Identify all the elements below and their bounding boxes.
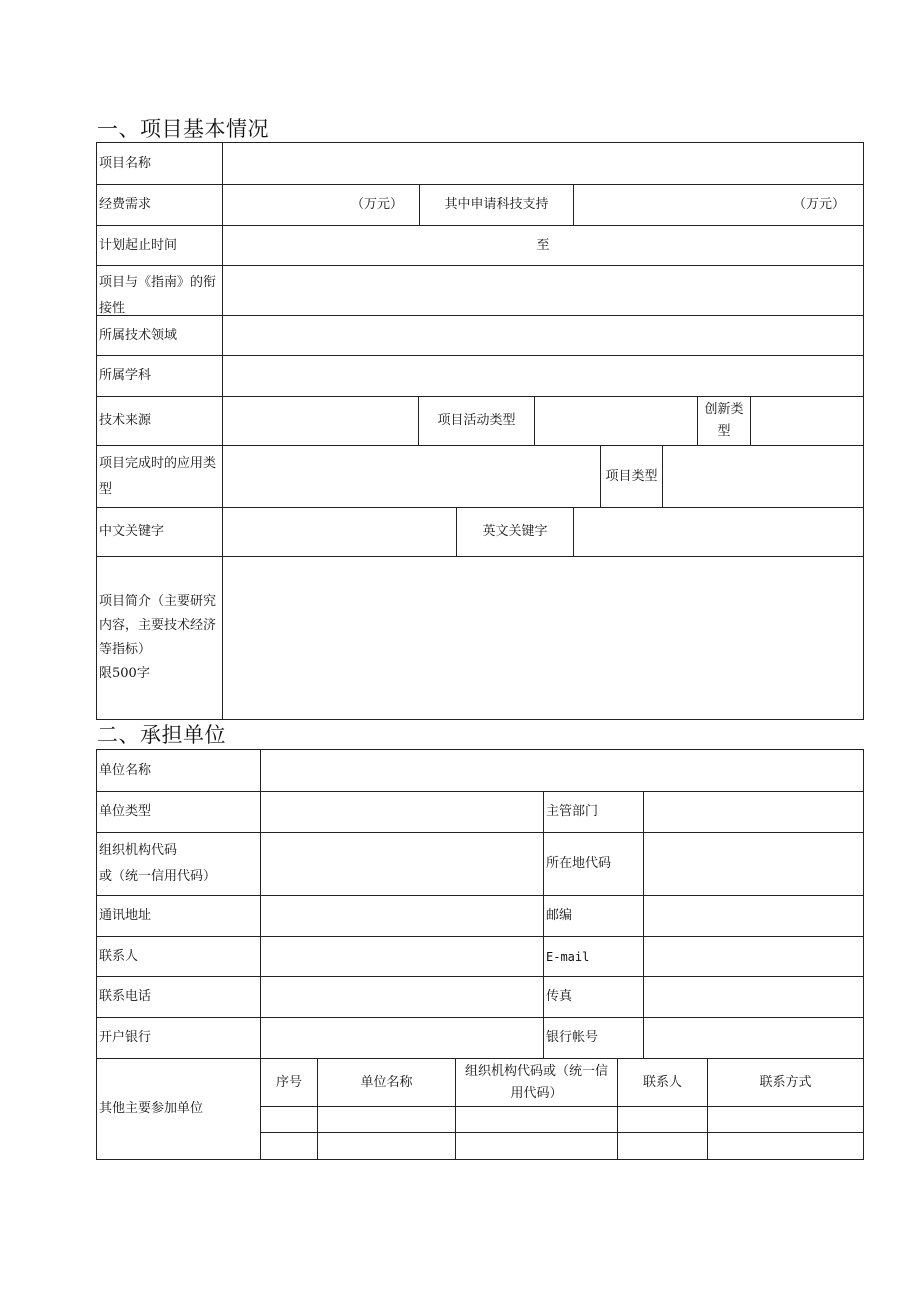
discipline-field[interactable] bbox=[222, 355, 864, 397]
partners-col-name: 单位名称 bbox=[317, 1058, 456, 1107]
guide-link-field[interactable] bbox=[222, 265, 864, 316]
summary-field[interactable] bbox=[222, 556, 864, 720]
activity-type-label: 项目活动类型 bbox=[418, 396, 535, 446]
email-field[interactable] bbox=[643, 936, 864, 977]
address-label: 通讯地址 bbox=[96, 895, 261, 937]
location-code-field[interactable] bbox=[643, 832, 864, 896]
applied-support-label: 其中申请科技支持 bbox=[419, 184, 574, 226]
unit-name-field[interactable] bbox=[260, 749, 864, 792]
section1-heading: 一、项目基本情况 bbox=[97, 117, 269, 141]
schedule-to: 至 bbox=[536, 237, 550, 253]
unit-type-label: 单位类型 bbox=[96, 791, 261, 833]
funding-field[interactable] bbox=[222, 184, 420, 226]
project-type-label: 项目类型 bbox=[600, 445, 663, 508]
org-code-field[interactable] bbox=[260, 832, 544, 896]
partners-col-contact: 联系人 bbox=[617, 1058, 708, 1107]
bank-field[interactable] bbox=[260, 1017, 544, 1059]
partners-row2-method[interactable] bbox=[707, 1132, 864, 1160]
cn-keywords-field[interactable] bbox=[222, 507, 457, 557]
account-field[interactable] bbox=[643, 1017, 864, 1059]
activity-type-field[interactable] bbox=[534, 396, 698, 446]
applied-support-unit: （万元） bbox=[792, 197, 845, 212]
partners-row1-contact[interactable] bbox=[617, 1106, 708, 1133]
summary-label-cell bbox=[96, 556, 223, 720]
section2-heading: 二、承担单位 bbox=[97, 723, 226, 747]
app-type-label: 项目完成时的应用类型 bbox=[96, 445, 223, 508]
partners-row2-code[interactable] bbox=[455, 1132, 618, 1160]
partners-col-code: 组织机构代码或（统一信用代码） bbox=[455, 1058, 618, 1107]
partners-row1-method[interactable] bbox=[707, 1106, 864, 1133]
tech-field-label: 所属技术领域 bbox=[96, 315, 223, 356]
contact-label: 联系人 bbox=[96, 936, 261, 977]
discipline-label: 所属学科 bbox=[96, 355, 223, 397]
unit-type-field[interactable] bbox=[260, 791, 544, 833]
innovation-type-label: 创新类型 bbox=[697, 396, 751, 446]
supervisor-field[interactable] bbox=[643, 791, 864, 833]
tech-source-field[interactable] bbox=[222, 396, 419, 446]
project-name-label: 项目名称 bbox=[96, 142, 223, 185]
unit-name-label: 单位名称 bbox=[96, 749, 261, 792]
bank-label: 开户银行 bbox=[96, 1017, 261, 1059]
partners-col-index: 序号 bbox=[260, 1058, 318, 1107]
partners-col-method: 联系方式 bbox=[707, 1058, 864, 1107]
phone-field[interactable] bbox=[260, 976, 544, 1018]
funding-unit: （万元） bbox=[350, 197, 403, 212]
partners-row2-contact[interactable] bbox=[617, 1132, 708, 1160]
partners-row2-name[interactable] bbox=[317, 1132, 456, 1160]
app-type-field[interactable] bbox=[222, 445, 601, 508]
org-code-label: 组织机构代码 bbox=[99, 843, 178, 858]
partners-label: 其他主要参加单位 bbox=[96, 1058, 261, 1160]
schedule-label: 计划起止时间 bbox=[96, 225, 223, 266]
partners-row1-index[interactable] bbox=[260, 1106, 318, 1133]
postcode-field[interactable] bbox=[643, 895, 864, 937]
location-code-label: 所在地代码 bbox=[543, 832, 644, 896]
funding-label: 经费需求 bbox=[96, 184, 223, 226]
contact-field[interactable] bbox=[260, 936, 544, 977]
org-code-label-2: 或（统一信用代码） bbox=[99, 869, 217, 884]
fax-label: 传真 bbox=[543, 976, 644, 1018]
en-keywords-label: 英文关键字 bbox=[456, 507, 574, 557]
email-label: E-mail bbox=[543, 936, 644, 977]
innovation-type-field[interactable] bbox=[750, 396, 864, 446]
project-name-field[interactable] bbox=[222, 142, 864, 185]
org-code-label-cell bbox=[96, 832, 261, 896]
phone-label: 联系电话 bbox=[96, 976, 261, 1018]
cn-keywords-label: 中文关键字 bbox=[96, 507, 223, 557]
tech-field-field[interactable] bbox=[222, 315, 864, 356]
account-label: 银行帐号 bbox=[543, 1017, 644, 1059]
project-type-field[interactable] bbox=[662, 445, 864, 508]
partners-row1-code[interactable] bbox=[455, 1106, 618, 1133]
guide-link-label: 项目与《指南》的衔接性 bbox=[96, 265, 223, 316]
postcode-label: 邮编 bbox=[543, 895, 644, 937]
fax-field[interactable] bbox=[643, 976, 864, 1018]
applied-support-field[interactable] bbox=[573, 184, 864, 226]
supervisor-label: 主管部门 bbox=[543, 791, 644, 833]
partners-row2-index[interactable] bbox=[260, 1132, 318, 1160]
schedule-field[interactable] bbox=[222, 225, 864, 266]
tech-source-label: 技术来源 bbox=[96, 396, 223, 446]
partners-row1-name[interactable] bbox=[317, 1106, 456, 1133]
summary-limit: 限500字 bbox=[99, 666, 150, 681]
en-keywords-field[interactable] bbox=[573, 507, 864, 557]
address-field[interactable] bbox=[260, 895, 544, 937]
summary-label: 项目简介（主要研究内容，主要技术经济等指标） bbox=[99, 594, 217, 657]
